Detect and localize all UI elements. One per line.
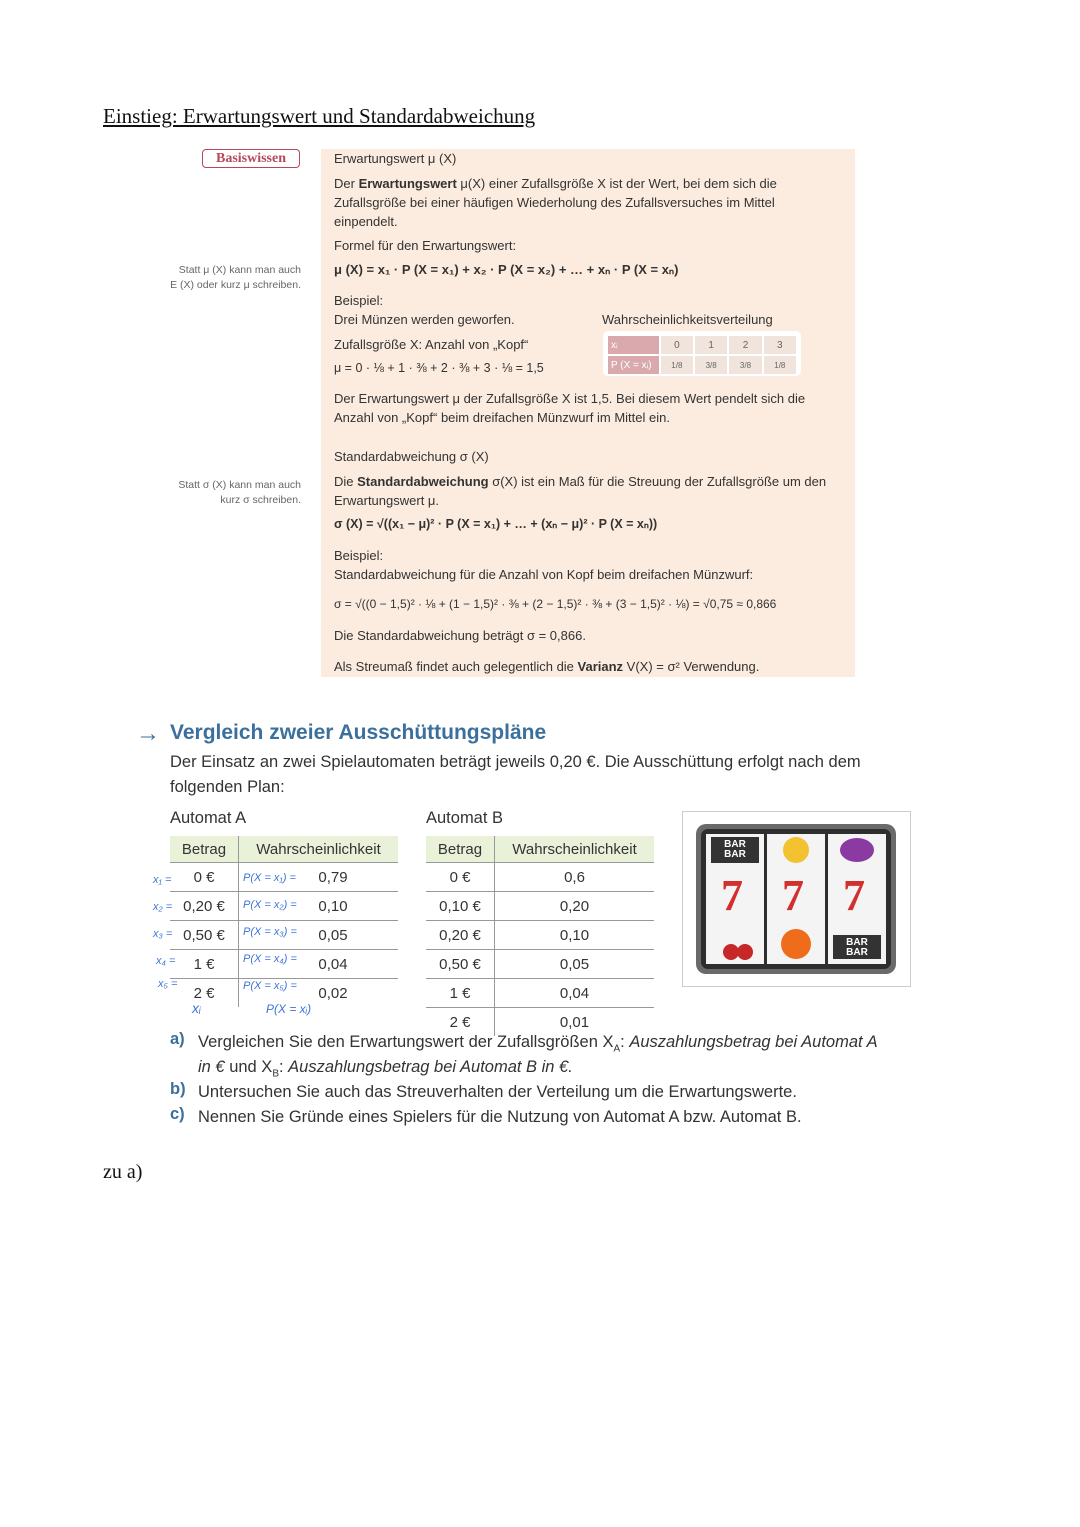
column-header: Wahrscheinlichkeit xyxy=(495,836,655,863)
table-cell: 0,04 xyxy=(495,979,655,1008)
task-b-label: b) xyxy=(170,1080,186,1098)
table-cell: 0,50 € xyxy=(170,921,239,950)
ew-title: Erwartungswert μ (X) xyxy=(334,151,457,166)
table-cell: P (X = xᵢ) xyxy=(608,356,659,374)
seven-symbol: 7 xyxy=(843,871,865,920)
table-cell: 0,50 € xyxy=(426,950,495,979)
handwritten-x3: x₃ = xyxy=(153,928,173,940)
ew-formula: μ (X) = x₁ · P (X = x₁) + x₂ · P (X = x₂) + … + xₙ · P (X = xₙ) xyxy=(334,262,679,277)
beispiel-label: Beispiel: xyxy=(334,293,384,308)
bar-label-top: BAR BAR xyxy=(724,839,746,860)
table-cell: 2 € xyxy=(426,1008,495,1037)
handwritten-p3: P(X = x₃) = xyxy=(243,926,297,938)
table-header-row xyxy=(426,836,654,863)
task-b-text: Untersuchen Sie auch das Streuverhalten der Verteilung um die Erwartungswerte. xyxy=(198,1083,797,1101)
table-cell: 1 xyxy=(695,336,727,354)
margin-note-sigma xyxy=(166,478,301,508)
sd-definition: Die Standardabweichung σ(X) ist ein Maß für die Streuung der Zufallsgröße um den xyxy=(334,474,827,489)
table-cell: 0,10 xyxy=(239,892,399,921)
handwritten-x1: x₁ = xyxy=(153,874,172,886)
margin-note-line: kurz σ schreiben. xyxy=(220,494,301,506)
ew-definition-3: einpendelt. xyxy=(334,214,398,229)
margin-note-mu xyxy=(166,263,301,293)
section-title: Vergleich zweier Ausschüttungspläne xyxy=(170,721,547,744)
basiswissen-box xyxy=(321,149,855,677)
handwritten-p4: P(X = x₄) = xyxy=(243,953,297,965)
page-title: Einstieg: Erwartungswert und Standardabweichung xyxy=(103,104,536,128)
margin-note-line: E (X) oder kurz μ schreiben. xyxy=(170,279,301,291)
table-cell: 1 € xyxy=(170,950,239,979)
table-cell: 0,20 € xyxy=(170,892,239,921)
table-row xyxy=(426,921,654,950)
table-row xyxy=(426,892,654,921)
task-c-text: Nennen Sie Gründe eines Spielers für die Nutzung von Automat A bzw. Automat B. xyxy=(198,1108,802,1126)
table-cell: 0,05 xyxy=(239,921,399,950)
table-cell: 0 € xyxy=(170,863,239,892)
sd-title: Standardabweichung σ (X) xyxy=(334,449,489,464)
table-cell: 0,6 xyxy=(495,863,655,892)
table-row xyxy=(608,356,796,374)
automat-b-title: Automat B xyxy=(426,809,504,827)
sd-result: Die Standardabweichung beträgt σ = 0,866. xyxy=(334,628,586,643)
formula-label: Formel für den Erwartungswert: xyxy=(334,238,517,253)
automat-b-table xyxy=(426,836,654,1036)
table-cell: 0 € xyxy=(426,863,495,892)
handwritten-pxi: P(X = xᵢ) xyxy=(266,1002,312,1016)
table-cell: 0,10 xyxy=(495,921,655,950)
basiswissen-badge: Basiswissen xyxy=(202,149,300,168)
sd-definition-2: Erwartungswert μ. xyxy=(334,493,440,508)
table-cell: 1/8 xyxy=(661,356,693,374)
slot-machine-image xyxy=(682,811,911,987)
handwritten-x5: x₅ = xyxy=(158,978,178,990)
answer-heading-a: zu a) xyxy=(103,1161,143,1183)
column-header: Betrag xyxy=(170,836,239,863)
table-cell: 0,04 xyxy=(239,950,399,979)
column-header: Betrag xyxy=(426,836,495,863)
table-cell: 2 xyxy=(729,336,761,354)
dist-title: Wahrscheinlichkeitsverteilung xyxy=(602,312,773,327)
handwritten-p5: P(X = x₅) = xyxy=(243,980,297,992)
example-line-1: Drei Münzen werden geworfen. xyxy=(334,312,515,327)
task-a-label: a) xyxy=(170,1030,185,1048)
handwritten-p1: P(X = x₁) = xyxy=(243,872,296,884)
table-cell: 3/8 xyxy=(695,356,727,374)
table-cell: 2 € xyxy=(170,979,239,1008)
bar-label-bottom: BAR BAR xyxy=(846,937,868,958)
sd-calculation: σ = √((0 − 1,5)² · ⅛ + (1 − 1,5)² · ⅜ + (2 − 1,5)² · ⅜ + (3 − 1,5)² · ⅛) = √0,75 ≈ 0,866 xyxy=(334,597,777,611)
table-cell: 0,20 xyxy=(495,892,655,921)
table-cell: 0,02 xyxy=(239,979,399,1008)
handwritten-xi: xᵢ xyxy=(192,1000,201,1016)
ew-calculation: μ = 0 · ⅛ + 1 · ⅜ + 2 · ⅜ + 3 · ⅛ = 1,5 xyxy=(334,361,544,375)
margin-note-line: Statt μ (X) kann man auch xyxy=(178,264,301,276)
column-header: Wahrscheinlichkeit xyxy=(239,836,399,863)
ew-definition-2: Zufallsgröße bei einer häufigen Wiederholung des Zufallsversuches im Mittel xyxy=(334,195,775,210)
sd-formula: σ (X) = √((x₁ − μ)² · P (X = x₁) + … + (xₙ − μ)² · P (X = xₙ)) xyxy=(334,517,658,531)
arrow-icon: → xyxy=(136,720,160,747)
table-cell: 0,79 xyxy=(239,863,399,892)
table-cell: 1 € xyxy=(426,979,495,1008)
task-a-line-1: Vergleichen Sie den Erwartungswert der Zufallsgrößen $X_A$: Auszahlungsbetrag bei Automat A xyxy=(198,1033,878,1055)
intro-line-2: folgenden Plan: xyxy=(170,778,285,796)
intro-line-1: Der Einsatz an zwei Spielautomaten beträgt jeweils 0,20 €. Die Ausschüttung erfolgt nach dem xyxy=(170,753,861,771)
ew-result-2: Anzahl von „Kopf“ beim dreifachen Münzwurf im Mittel ein. xyxy=(334,410,670,425)
distribution-table xyxy=(603,331,801,376)
table-cell: 0 xyxy=(661,336,693,354)
seven-symbol: 7 xyxy=(782,871,804,920)
table-cell: 0,05 xyxy=(495,950,655,979)
ew-definition: Der Erwartungswert μ(X) einer Zufallsgröße X ist der Wert, bei dem sich die xyxy=(334,176,777,191)
seven-symbol: 7 xyxy=(721,871,743,920)
handwritten-p2: P(X = x₂) = xyxy=(243,899,297,911)
table-cell: 0,20 € xyxy=(426,921,495,950)
table-cell: 0,10 € xyxy=(426,892,495,921)
ew-result-1: Der Erwartungswert μ der Zufallsgröße X ist 1,5. Bei diesem Wert pendelt sich die xyxy=(334,391,806,406)
table-cell: 3 xyxy=(764,336,796,354)
table-row xyxy=(426,863,654,892)
handwritten-x2: x₂ = xyxy=(153,901,173,913)
automat-a-title: Automat A xyxy=(170,809,247,827)
sd-example: Standardabweichung für die Anzahl von Kopf beim dreifachen Münzwurf: xyxy=(334,567,754,582)
table-cell: 0,01 xyxy=(495,1008,655,1037)
table-cell: xᵢ xyxy=(608,336,659,354)
example-line-2: Zufallsgröße X: Anzahl von „Kopf“ xyxy=(334,337,529,352)
table-row xyxy=(608,336,796,354)
table-row xyxy=(426,950,654,979)
sd-beispiel-label: Beispiel: xyxy=(334,548,384,563)
handwritten-x4: x₄ = xyxy=(156,955,176,967)
margin-note-line: Statt σ (X) kann man auch xyxy=(178,479,301,491)
task-a-line-2: in € und $X_B$: Auszahlungsbetrag bei Automat B in €. xyxy=(198,1058,573,1080)
task-c-label: c) xyxy=(170,1105,185,1123)
table-row xyxy=(426,979,654,1008)
table-cell: 1/8 xyxy=(764,356,796,374)
table-cell: 3/8 xyxy=(729,356,761,374)
variance-note: Als Streumaß findet auch gelegentlich die Varianz V(X) = σ² Verwendung. xyxy=(334,659,760,674)
table-header-row xyxy=(170,836,398,863)
